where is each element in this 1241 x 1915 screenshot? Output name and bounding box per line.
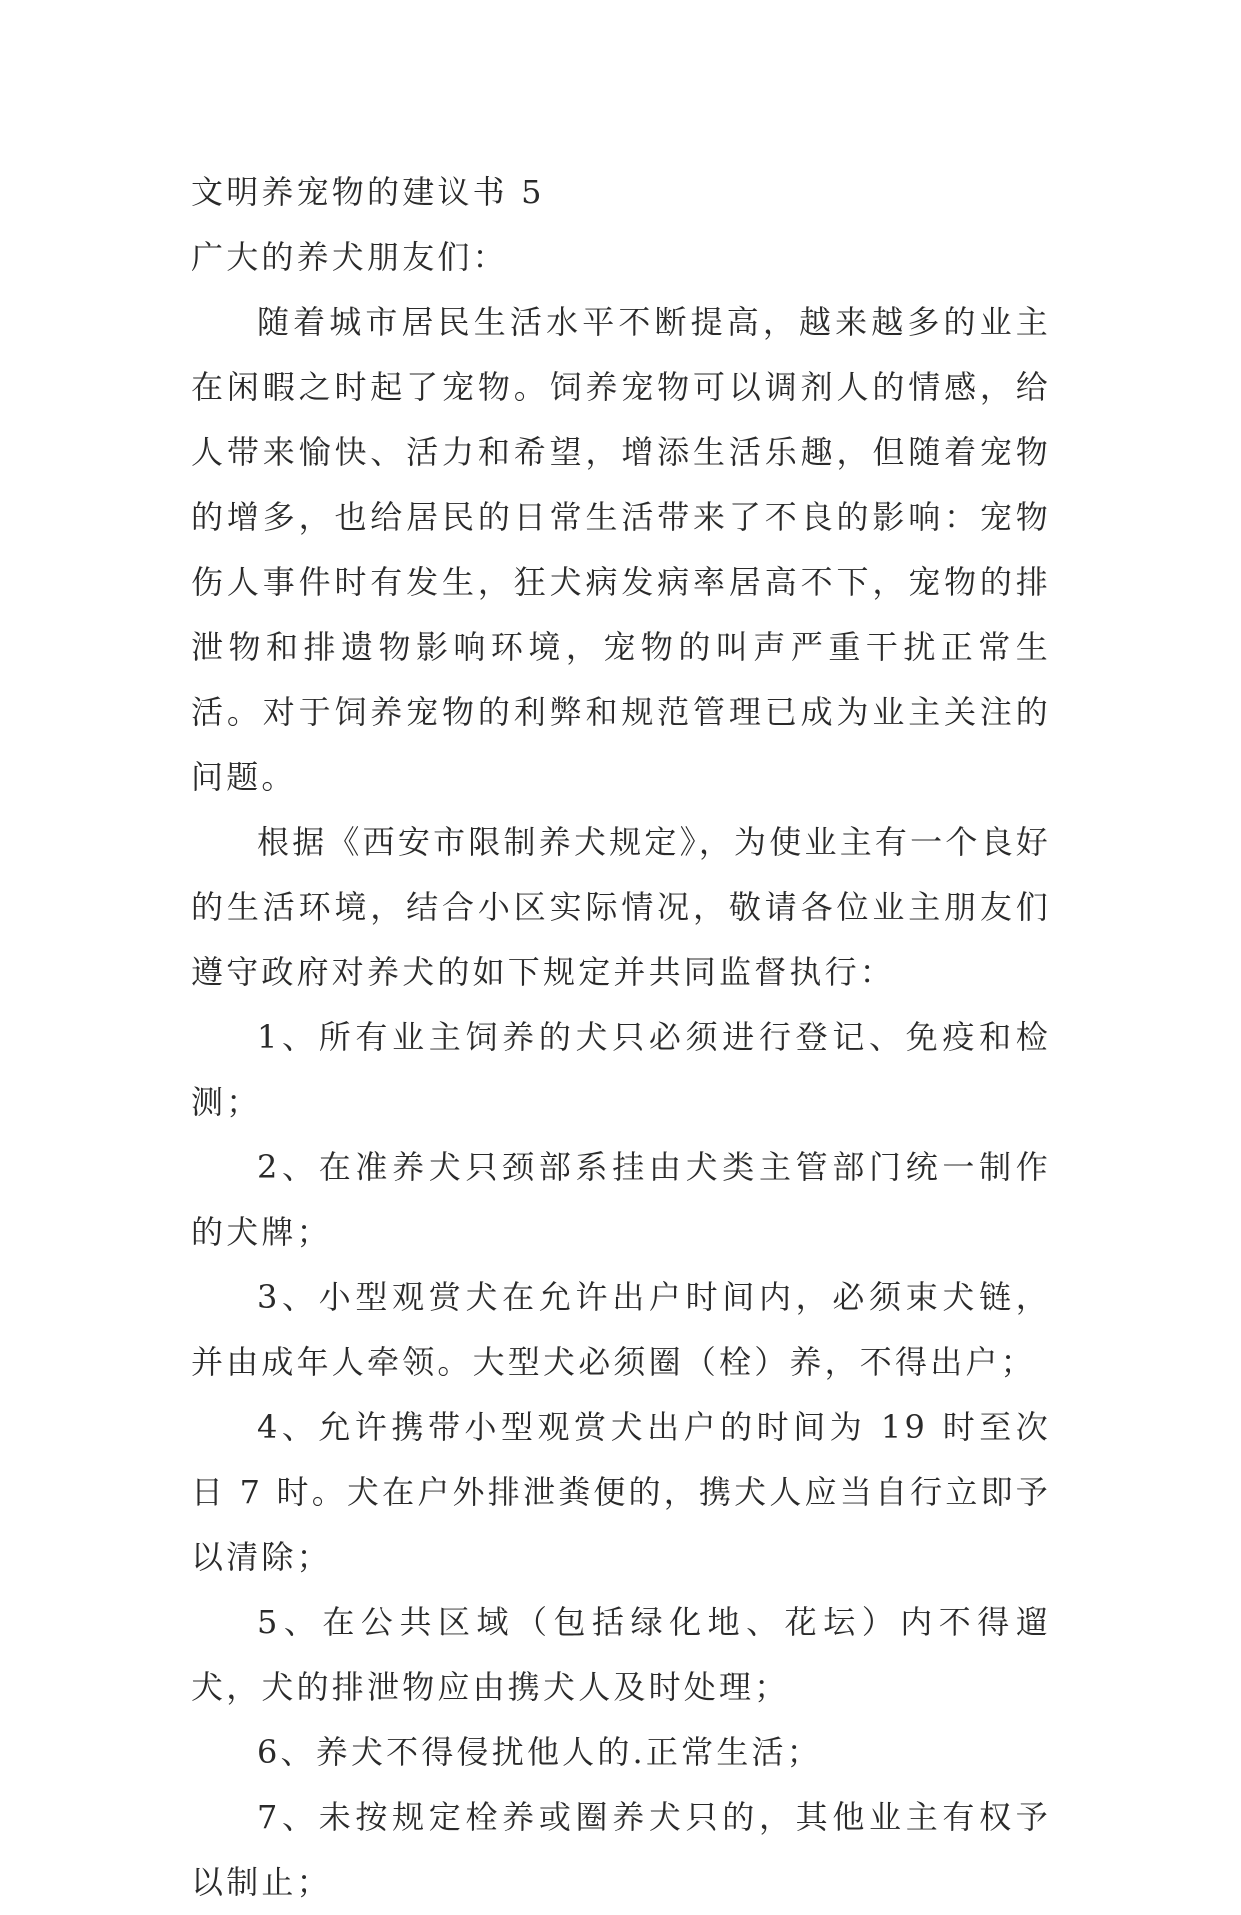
rule-item-1: 1、所有业主饲养的犬只必须进行登记、免疫和检测；	[191, 1018, 1051, 1121]
document-title: 文明养宠物的建议书 5	[191, 173, 545, 211]
rule-item-3: 3、小型观赏犬在允许出户时间内，必须束犬链，并由成年人牵领。大型犬必须圈（栓）养，不得出户；	[191, 1278, 1051, 1381]
rule-item-6: 6、养犬不得侵扰他人的.正常生活；	[257, 1733, 822, 1771]
rule-item-4: 4、允许携带小型观赏犬出户的时间为 19 时至次日 7 时。犬在户外排泄粪便的，携犬人应当自行立即予以清除；	[191, 1408, 1051, 1576]
rule-item-2: 2、在准养犬只颈部系挂由犬类主管部门统一制作的犬牌；	[191, 1148, 1051, 1251]
document-page	[191, 160, 1051, 1915]
rule-item-5: 5、在公共区域（包括绿化地、花坛）内不得遛犬，犬的排泄物应由携犬人及时处理；	[191, 1603, 1051, 1706]
salutation: 广大的养犬朋友们：	[191, 238, 508, 276]
rule-item-7: 7、未按规定栓养或圈养犬只的，其他业主有权予以制止；	[191, 1798, 1051, 1901]
paragraph-regulation-basis: 根据《西安市限制养犬规定》，为使业主有一个良好的生活环境，结合小区实际情况，敬请各位业主朋友们遵守政府对养犬的如下规定并共同监督执行：	[191, 823, 1051, 991]
paragraph-intro: 随着城市居民生活水平不断提高，越来越多的业主在闲暇之时起了宠物。饲养宠物可以调剂人的情感，给人带来愉快、活力和希望，增添生活乐趣，但随着宠物的增多，也给居民的日常生活带来了不良的影响：宠物伤人事件时有发生，狂犬病发病率居高不下，宠物的排泄物和排遗物影响环境，宠物的叫声严重干扰正常生活。对于饲养宠物的利弊和规范管理已成为业主关注的问题。	[191, 303, 1051, 796]
